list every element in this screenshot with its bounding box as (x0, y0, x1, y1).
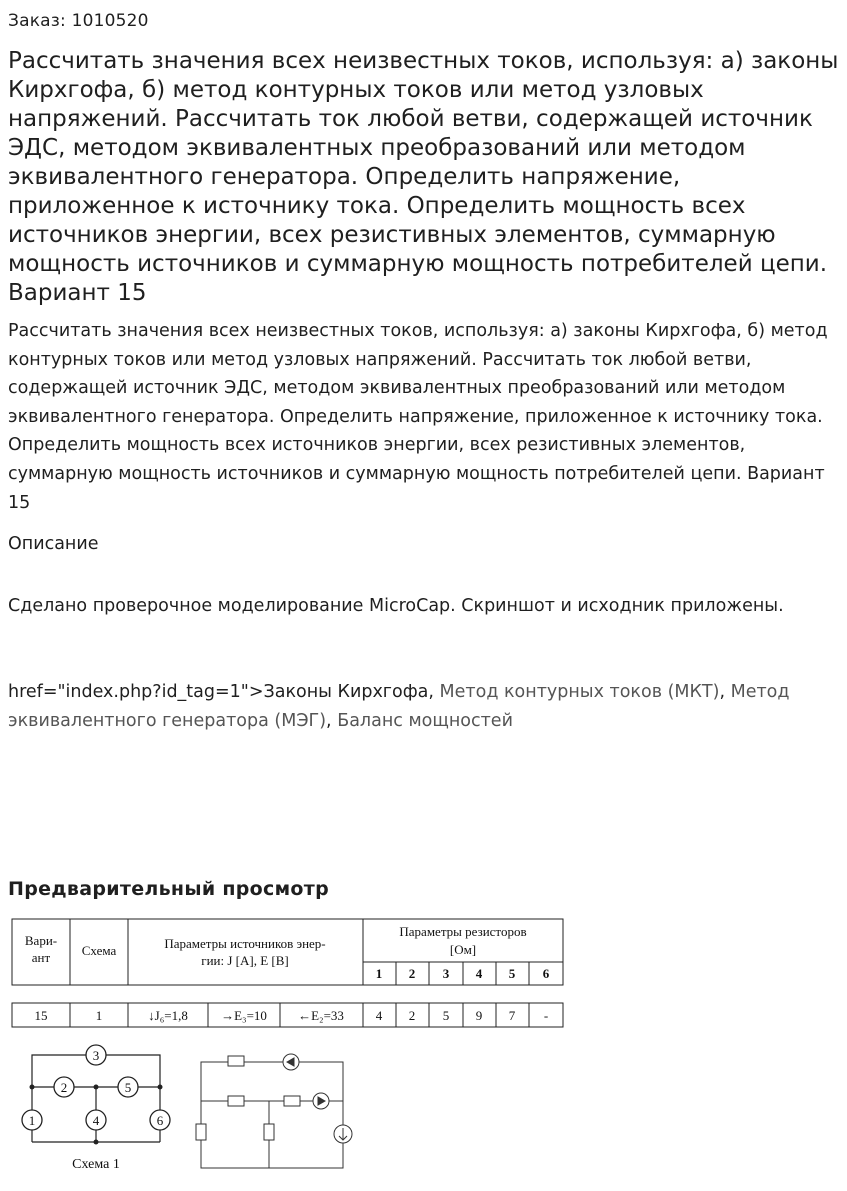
cell-res-1: 4 (375, 1008, 383, 1023)
header-variant-1: Вари- (24, 933, 58, 948)
res-header-4: 4 (475, 966, 483, 981)
res-header-3: 3 (442, 966, 450, 981)
preview-image (8, 912, 568, 1182)
cell-source-j6: ↓J₆=1,8 (148, 1008, 188, 1023)
tag-link-balance[interactable]: Баланс мощностей (337, 710, 513, 731)
header-sources-1: Параметры источников энер- (164, 936, 326, 951)
tag-link-mkt[interactable]: Метод контурных токов (МКТ) (439, 682, 720, 702)
task-title: Рассчитать значения всех неизвестных токов, используя: а) законы Кирхгофа, б) метод контурных токов или метод узловых напряжений. Рассчитать ток любой ветви, содержащей источник ЭДС, методом эквивалентных преобразований или методом эквивалентного генератора. Определить напряжение, приложенное к источнику тока. Определить мощность всех источников энергии, всех резистивных элементов, суммарную мощность источников и суммарную мощность потребителей цепи. Вариант 15 (8, 48, 839, 306)
cell-source-e2: ←E₂=33 (298, 1008, 344, 1023)
cell-source-e3: →E₃=10 (221, 1008, 267, 1023)
header-resistors-2: [Ом] (449, 942, 477, 957)
header-resistors-1: Параметры резисторов (399, 924, 527, 939)
header-sources-2: гии: J [A], E [B] (201, 953, 289, 968)
preview-scan (8, 912, 568, 1182)
header-variant-2: ант (31, 950, 51, 965)
graph-node-6: 6 (156, 1113, 164, 1128)
header-scheme: Схема (81, 943, 117, 958)
graph-node-3: 3 (92, 1048, 100, 1063)
graph-node-1: 1 (28, 1113, 36, 1128)
cell-res-6: - (543, 1008, 549, 1023)
tag-list: href="index.php?id_tag=1">Законы Кирхгофа, Метод контурных токов (МКТ), Метод эквивалентного генератора (МЭГ), Баланс мощностей (8, 682, 790, 731)
res-header-5: 5 (508, 966, 516, 981)
cell-scheme: 1 (95, 1008, 103, 1023)
circuit-schematic (196, 1054, 352, 1168)
order-number: Заказ: 1010520 (8, 11, 149, 31)
graph-node-5: 5 (124, 1080, 132, 1095)
task-description: Рассчитать значения всех неизвестных токов, используя: а) законы Кирхгофа, б) метод контурных токов или метод узловых напряжений. Рассчитать ток любой ветви, содержащей источник ЭДС, методом эквивалентных преобразований или методом эквивалентного генератора. Определить напряжение, приложенное к источнику тока. Определить мощность всех источников энергии, всех резистивных элементов, суммарную мощность источников и суммарную мощность потребителей цепи. Вариант 15 (8, 321, 828, 513)
tag-prefix: href="index.php?id_tag=1">Законы Кирхгофа (8, 682, 429, 702)
graph-node-2: 2 (60, 1080, 68, 1095)
res-header-1: 1 (375, 966, 383, 981)
tag-link-meg[interactable]: Метод эквивалентного генератора (МЭГ) (8, 682, 790, 731)
description-section-label: Описание (8, 534, 99, 554)
cell-res-2: 2 (408, 1008, 416, 1023)
cell-res-3: 5 (442, 1008, 450, 1023)
graph-caption: Схема 1 (72, 1157, 120, 1172)
cell-res-4: 9 (475, 1008, 483, 1023)
graph-node-4: 4 (92, 1113, 100, 1128)
cell-res-5: 7 (508, 1008, 516, 1023)
res-header-2: 2 (408, 966, 416, 981)
preview-heading: Предварительный просмотр (8, 878, 329, 900)
res-header-6: 6 (542, 966, 550, 981)
cell-variant: 15 (34, 1008, 48, 1023)
simulation-note: Сделано проверочное моделирование MicroCap. Скриншот и исходник приложены. (8, 596, 784, 616)
